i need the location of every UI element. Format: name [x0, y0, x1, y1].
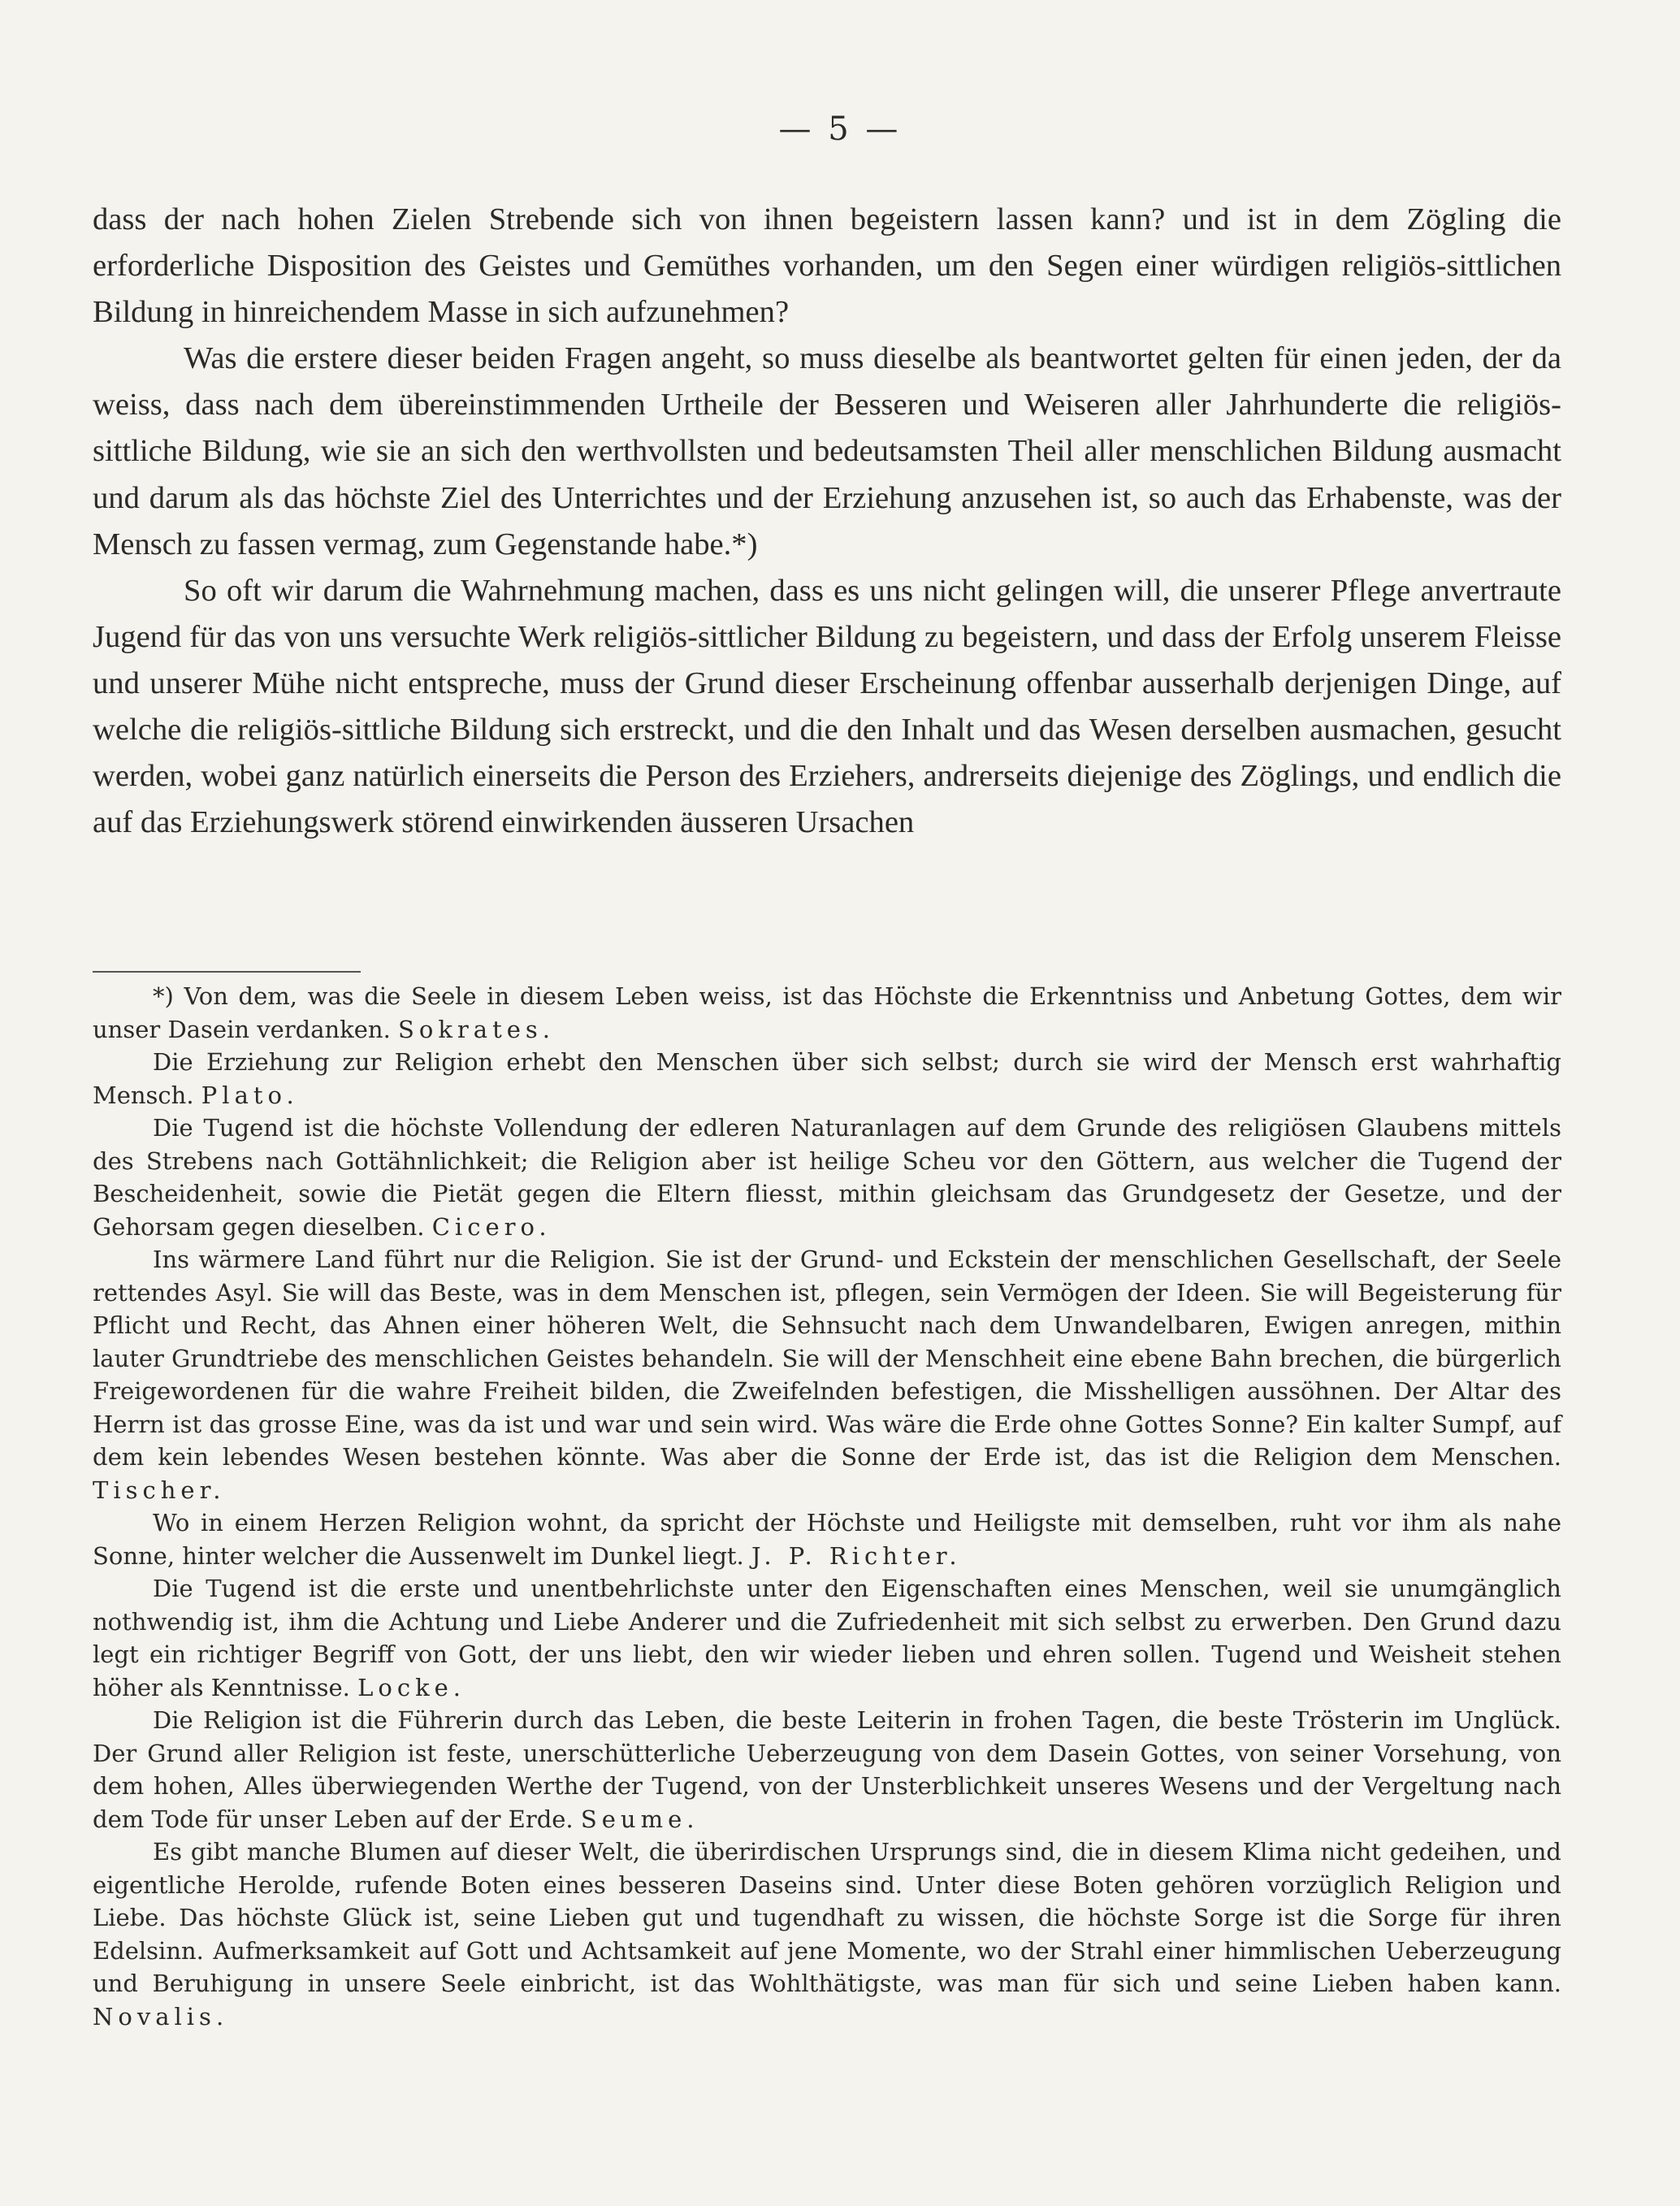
footnote: [93, 1112, 1561, 1243]
footnote-text: Es gibt manche Blumen auf dieser Welt, die überirdischen Ursprungs sind, die in diesem Klima nicht gedeihen, und eigentliche Herolde, rufende Boten eines besseren Daseins sind. Unter diese Boten gehören vorzüglich Religion und Liebe. Das höchste Glück ist, seine Lieben gut und tugendhaft zu wissen, die höchste Sorge ist die Sorge für ihren Edelsinn. Aufmerksamkeit auf Gott und Achtsamkeit auf jene Momente, wo der Strahl einer himmlischen Ueberzeugung und Beruhigung in unsere Seele einbricht, ist das Wohlthätigste, was man für sich und seine Lieben haben kann.: [93, 1838, 1561, 1997]
footnote-author: Cicero.: [431, 1212, 552, 1241]
footnotes: [93, 980, 1561, 2033]
footnote-author: Seume.: [580, 1805, 699, 1833]
footnote-text: Ins wärmere Land führt nur die Religion. Sie ist der Grund- und Eckstein der menschlichen Gesellschaft, der Seele rettendes Asyl. Sie will das Beste, was in dem Menschen ist, pflegen, sein Vermögen der Ideen. Sie will Begeisterung für Pflicht und Recht, das Ahnen einer höheren Welt, die Sehnsucht nach dem Unwandelbaren, Ewigen anregen, mithin lauter Grundtriebe des menschlichen Geistes behandeln. Sie will der Menschheit eine ebene Bahn brechen, die bürgerlich Freigewordenen für die wahre Freiheit bilden, die Zweifelnden befestigen, die Misshelligen aussöhnen. Der Altar des Herrn ist das grosse Eine, was da ist und war und sein wird. Was wäre die Erde ohne Gottes Sonne? Ein kalter Sumpf, auf dem kein lebendes Wesen bestehen könnte. Was aber die Sonne der Erde ist, das ist die Religion dem Menschen.: [93, 1246, 1561, 1471]
footnote-author: Sokrates.: [398, 1015, 555, 1043]
footnote-author: Tischer.: [93, 1476, 226, 1504]
footnote-text: Wo in einem Herzen Religion wohnt, da spricht der Höchste und Heiligste mit demselben, ruht vor ihm als nahe Sonne, hinter welcher die Aussenwelt im Dunkel liegt.: [93, 1509, 1561, 1570]
footnote: [93, 1243, 1561, 1506]
footnote: [93, 980, 1561, 1046]
footnote-text: Die Tugend ist die höchste Vollendung der edleren Naturanlagen auf dem Grunde des religiösen Glaubens mittels des Strebens nach Gottähnlichkeit; die Religion aber ist heilige Scheu vor den Göttern, aus welcher die Tugend der Bescheidenheit, sowie die Pietät gegen die Eltern fliesst, mithin gleichsam das Grundgesetz der Gesetze, und der Gehorsam gegen dieselben.: [93, 1114, 1561, 1241]
main-text: [93, 197, 1561, 846]
footnote-author: J. P. Richter.: [751, 1541, 962, 1570]
footnote: [93, 1704, 1561, 1835]
footnote-rule: [93, 971, 361, 973]
footnote: [93, 1572, 1561, 1704]
footnote: [93, 1835, 1561, 2033]
footnote-author: Locke.: [357, 1673, 466, 1701]
paragraph-3: So oft wir darum die Wahrnehmung machen, dass es uns nicht gelingen will, die unserer Pflege anvertraute Jugend für das von uns versuchte Werk religiös-sittlicher Bildung zu begeistern, und dass der Erfolg unserem Fleisse und unserer Mühe nicht entspreche, muss der Grund dieser Erscheinung offenbar ausserhalb derjenigen Dinge, auf welche die religiös-sittliche Bildung sich erstreckt, und die den Inhalt und das Wesen derselben ausmachen, gesucht werden, wobei ganz natürlich einerseits die Person des Erziehers, andrerseits diejenige des Zöglings, und endlich die auf das Erziehungswerk störend einwirkenden äusseren Ursachen: [93, 573, 1561, 840]
paragraph-1: dass der nach hohen Zielen Strebende sich von ihnen begeistern lassen kann? und ist in dem Zögling die erforderliche Disposition des Geistes und Gemüthes vorhanden, um den Segen einer würdigen religiös-sittlichen Bildung in hinreichendem Masse in sich aufzunehmen?: [93, 202, 1561, 330]
footnote: [93, 1506, 1561, 1572]
footnote: [93, 1046, 1561, 1112]
paragraph-2: Was die erstere dieser beiden Fragen angeht, so muss dieselbe als beantwortet gelten für einen jeden, der da weiss, dass nach dem übereinstimmenden Urtheile der Besseren und Weiseren aller Jahrhunderte die religiös-sittliche Bildung, wie sie an sich den werthvollsten und bedeutsamsten Theil aller menschlichen Bildung ausmacht und darum als das höchste Ziel des Unterrichtes und der Erziehung anzusehen ist, so auch das Erhabenste, was der Mensch zu fassen vermag, zum Gegenstande habe.*): [93, 341, 1561, 561]
footnote-text: Die Tugend ist die erste und unentbehrlichste unter den Eigenschaften eines Menschen, weil sie unumgänglich nothwendig ist, ihm die Achtung und Liebe Anderer und die Zufriedenheit mit sich selbst zu erwerben. Den Grund dazu legt ein richtiger Begriff von Gott, der uns liebt, den wir wieder lieben und ehren sollen. Tugend und Weisheit stehen höher als Kenntnisse.: [93, 1575, 1561, 1701]
footnote-text: *) Von dem, was die Seele in diesem Leben weiss, ist das Höchste die Erkenntniss und Anbetung Gottes, dem wir unser Dasein verdanken.: [93, 982, 1561, 1043]
footnote-text: Die Religion ist die Führerin durch das Leben, die beste Leiterin in frohen Tagen, die beste Trösterin im Unglück. Der Grund aller Religion ist feste, unerschütterliche Ueberzeugung von dem Dasein Gottes, von seiner Vorsehung, von dem hohen, Alles überwiegenden Werthe der Tugend, von der Unsterblichkeit unseres Wesens und der Vergeltung nach dem Tode für unser Leben auf der Erde.: [93, 1706, 1561, 1833]
footnote-author: Novalis.: [93, 2002, 229, 2030]
page-number: — 5 —: [778, 111, 902, 148]
footnote-author: Plato.: [201, 1081, 299, 1109]
footnote-text: Die Erziehung zur Religion erhebt den Menschen über sich selbst; durch sie wird der Mensch erst wahrhaftig Mensch.: [93, 1048, 1561, 1109]
